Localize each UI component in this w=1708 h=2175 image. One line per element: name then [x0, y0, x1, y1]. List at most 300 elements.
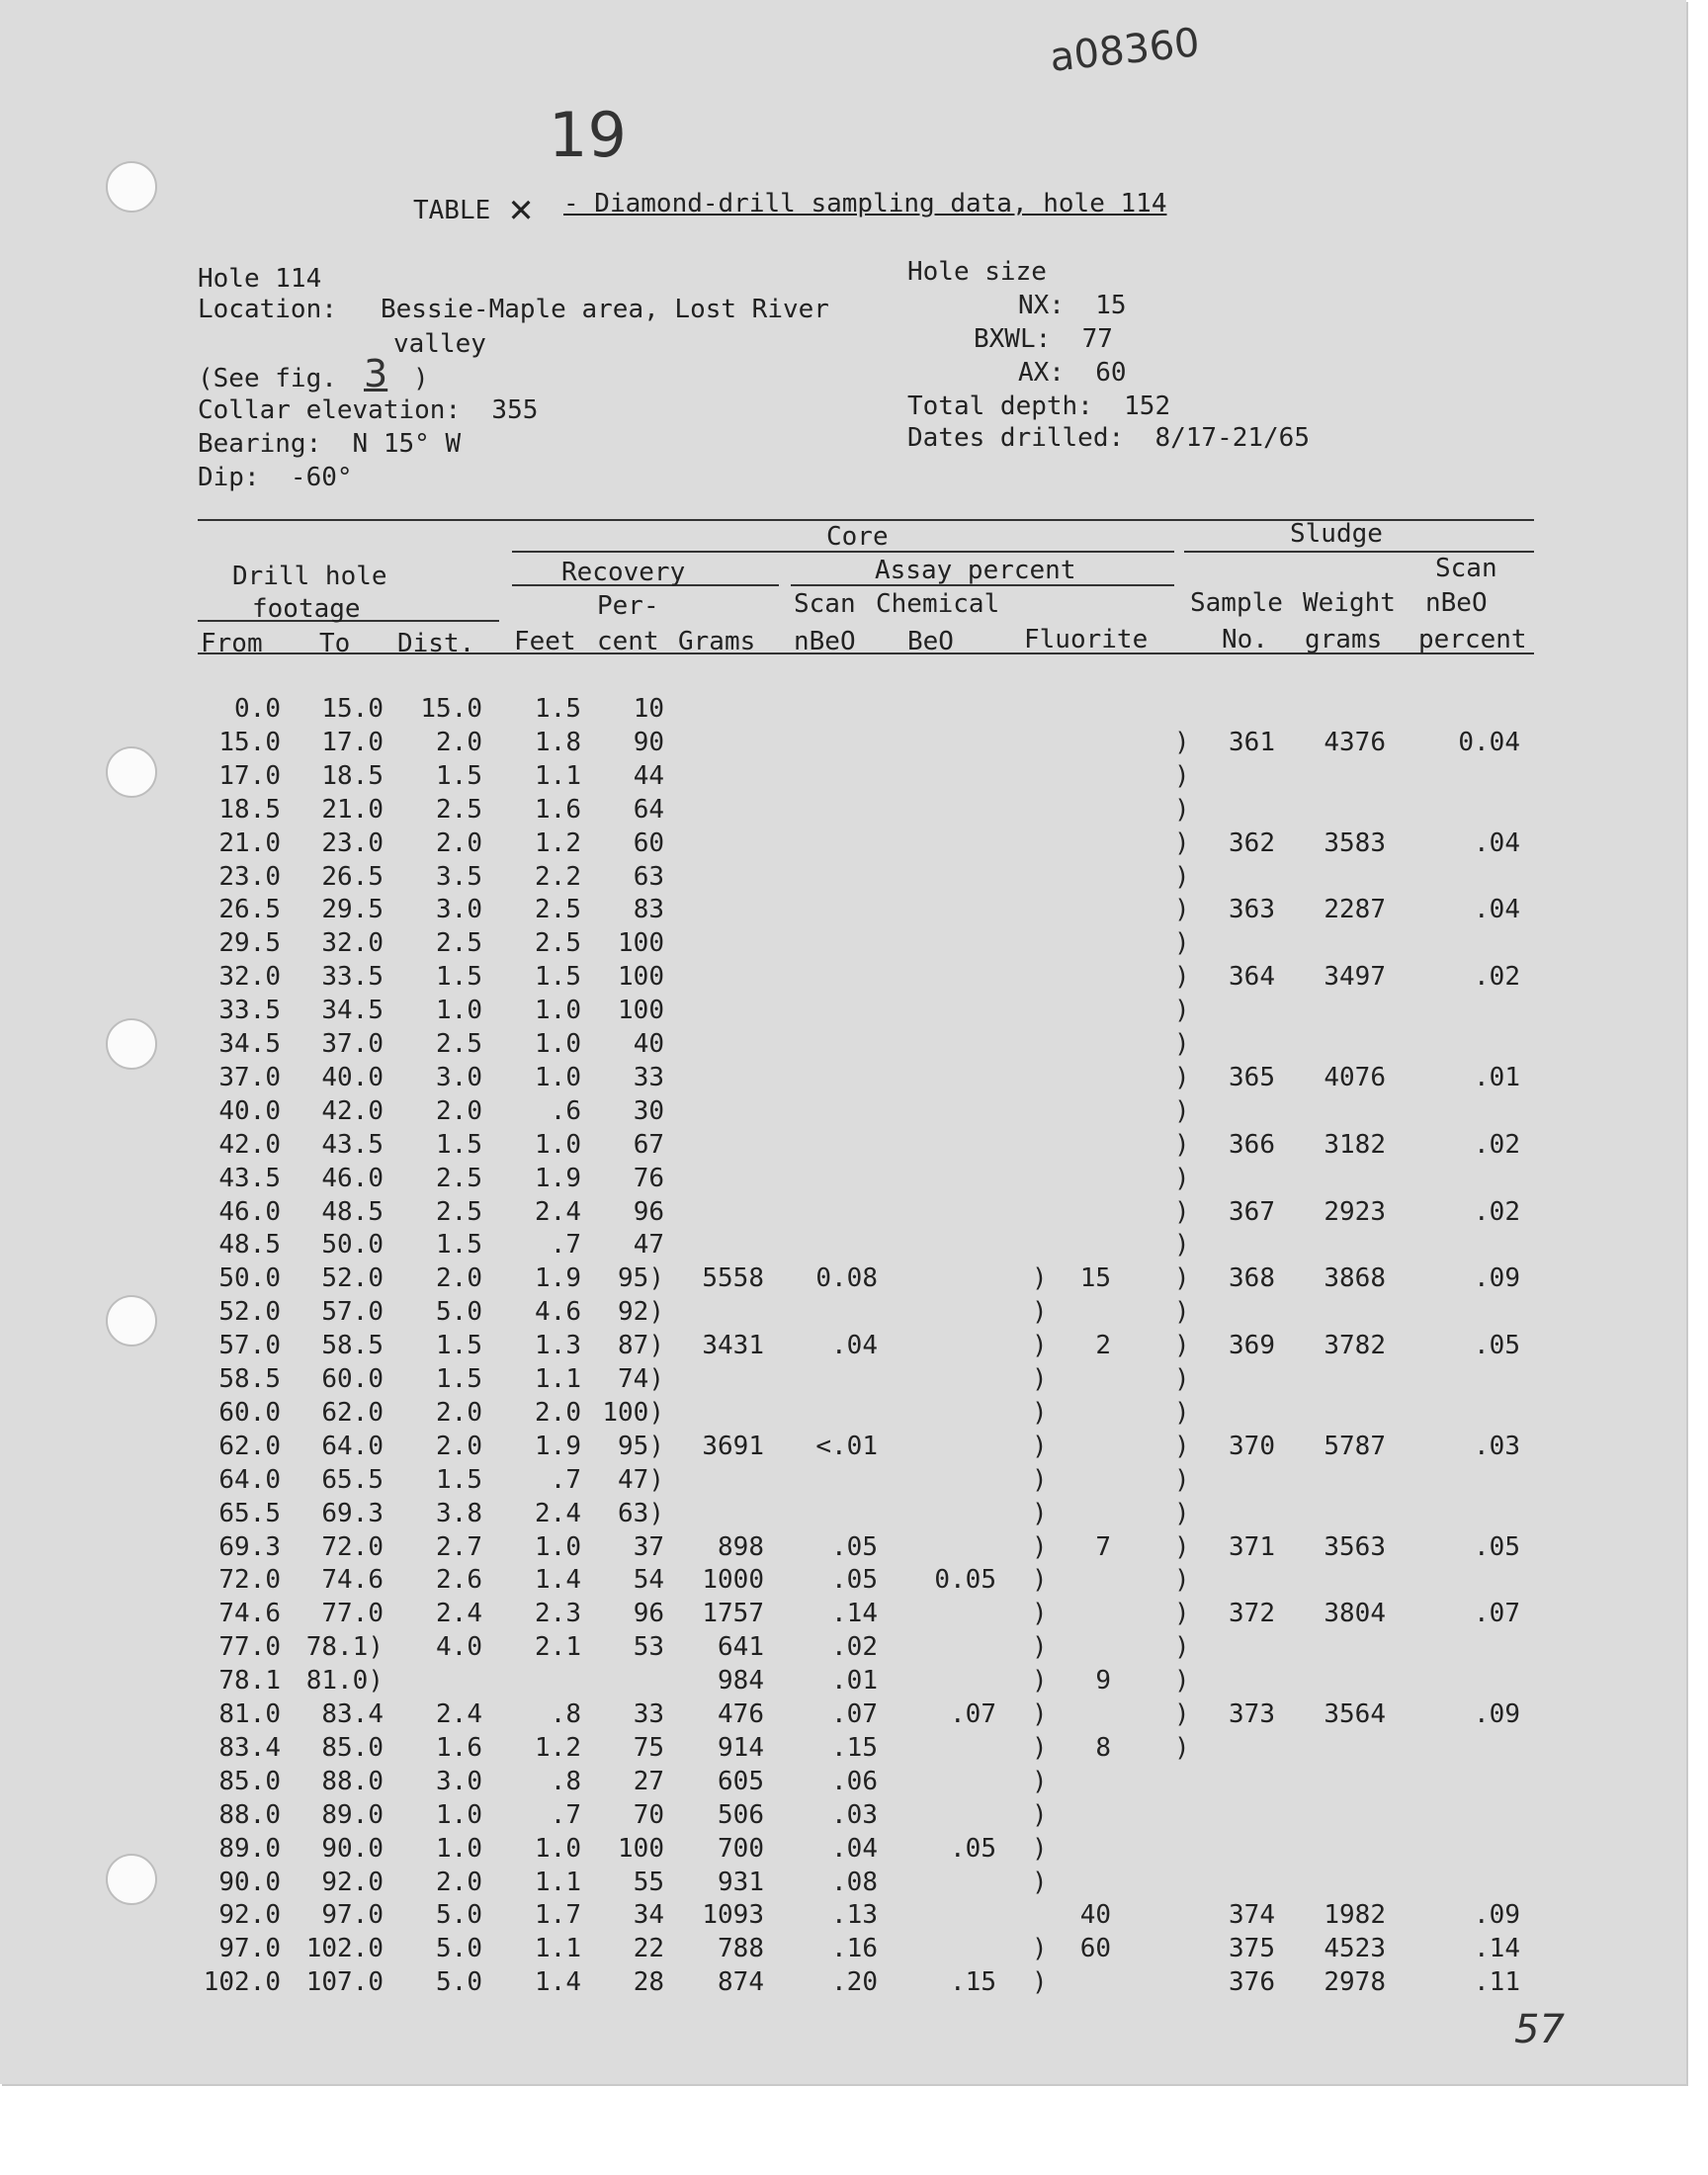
cell-to: 42.0	[321, 1095, 384, 1126]
cell-weight: 2287	[1324, 895, 1386, 925]
cell-to: 57.0	[321, 1297, 384, 1328]
sludge-group-bracket: )	[1174, 1531, 1190, 1562]
sludge-group-bracket: )	[1174, 1129, 1190, 1160]
sludge-group-bracket: )	[1174, 1599, 1190, 1629]
cell-fluor: 40	[1079, 1900, 1111, 1931]
cell-from: 46.0	[218, 1196, 281, 1227]
cell-from: 58.5	[218, 1364, 281, 1394]
header-footage: footage	[252, 594, 361, 624]
cell-from: 0.0	[234, 694, 281, 724]
cell-dist: 5.0	[436, 1934, 482, 1964]
cell-to: 69.3	[321, 1498, 384, 1528]
total-depth: Total depth: 152	[907, 392, 1171, 421]
cell-pct: 95)	[618, 1263, 664, 1294]
fluorite-group-bracket: )	[1032, 1699, 1048, 1729]
cell-feet: 1.7	[535, 1900, 581, 1931]
cell-grams: 3691	[702, 1431, 764, 1461]
cell-feet: .8	[550, 1699, 581, 1729]
cell-to: 40.0	[321, 1062, 384, 1092]
cell-snbeo: .14	[1474, 1934, 1520, 1964]
cell-snbeo: .03	[1474, 1431, 1520, 1461]
cell-dist: 4.0	[436, 1632, 482, 1663]
cell-pct: 100	[618, 962, 664, 993]
hole-size-bxwl: BXWL: 77	[974, 324, 1113, 354]
sludge-group-bracket: )	[1174, 794, 1190, 825]
cell-weight: 3182	[1324, 1129, 1386, 1160]
header-feet: Feet	[514, 627, 576, 656]
cell-feet: 1.5	[535, 962, 581, 993]
cell-from: 29.5	[218, 928, 281, 959]
cell-scan: .08	[831, 1867, 878, 1897]
cell-snbeo: .04	[1474, 895, 1520, 925]
cell-to: 34.5	[321, 996, 384, 1026]
cell-from: 64.0	[218, 1464, 281, 1495]
cell-scan: .20	[831, 1967, 878, 1998]
cell-pct: 63)	[618, 1498, 664, 1528]
cell-to: 90.0	[321, 1833, 384, 1864]
cell-grams: 931	[718, 1867, 764, 1897]
see-fig-prefix: (See fig.	[198, 364, 337, 393]
fluorite-group-bracket: )	[1032, 1833, 1048, 1864]
cell-weight: 2923	[1324, 1196, 1386, 1227]
cell-from: 74.6	[218, 1599, 281, 1629]
cell-weight: 3583	[1324, 827, 1386, 858]
sludge-group-bracket: )	[1174, 861, 1190, 892]
bearing: Bearing: N 15° W	[198, 429, 462, 459]
cell-feet: 1.1	[535, 760, 581, 791]
cell-pct: 96	[633, 1599, 664, 1629]
cell-snbeo: .02	[1474, 1129, 1520, 1160]
cell-pct: 92)	[618, 1297, 664, 1328]
cell-pct: 33	[633, 1062, 664, 1092]
cell-fluor: 60	[1079, 1934, 1111, 1964]
fluorite-group-bracket: )	[1032, 1263, 1048, 1294]
cell-snbeo: .09	[1474, 1900, 1520, 1931]
cell-from: 21.0	[218, 827, 281, 858]
cell-sample: 369	[1229, 1331, 1275, 1361]
cell-grams: 476	[718, 1699, 764, 1729]
cell-feet: 2.5	[535, 928, 581, 959]
cell-to: 72.0	[321, 1531, 384, 1562]
cell-pct: 47)	[618, 1464, 664, 1495]
cell-feet: 1.4	[535, 1565, 581, 1596]
cell-sample: 375	[1229, 1934, 1275, 1964]
header-fluorite: Fluorite	[1024, 625, 1149, 654]
cell-scan: .07	[831, 1699, 878, 1729]
cell-pct: 70	[633, 1799, 664, 1830]
sludge-group-bracket: )	[1174, 1029, 1190, 1059]
cell-from: 37.0	[218, 1062, 281, 1092]
cell-to: 48.5	[321, 1196, 384, 1227]
cell-grams: 1757	[702, 1599, 764, 1629]
cell-from: 26.5	[218, 895, 281, 925]
sludge-group-bracket: )	[1174, 996, 1190, 1026]
header-sludge-nbeo: nBeO	[1425, 588, 1488, 618]
sludge-group-bracket: )	[1174, 1263, 1190, 1294]
cell-to: 21.0	[321, 794, 384, 825]
cell-to: 64.0	[321, 1431, 384, 1461]
cell-feet: 4.6	[535, 1297, 581, 1328]
fluorite-group-bracket: )	[1032, 1397, 1048, 1428]
cell-snbeo: .02	[1474, 1196, 1520, 1227]
sludge-group-bracket: )	[1174, 1062, 1190, 1092]
hole-size-ax: AX: 60	[1018, 358, 1127, 388]
header-weight: Weight	[1303, 588, 1396, 618]
cell-pct: 44	[633, 760, 664, 791]
cell-feet: 1.5	[535, 694, 581, 724]
cell-fluor: 7	[1095, 1531, 1111, 1562]
cell-from: 97.0	[218, 1934, 281, 1964]
cell-to: 32.0	[321, 928, 384, 959]
cell-feet: 1.1	[535, 1867, 581, 1897]
cell-from: 57.0	[218, 1331, 281, 1361]
fluorite-group-bracket: )	[1032, 1531, 1048, 1562]
cell-feet: .6	[550, 1095, 581, 1126]
cell-from: 72.0	[218, 1565, 281, 1596]
cell-dist: 2.7	[436, 1531, 482, 1562]
cell-chem: 0.05	[934, 1565, 996, 1596]
cell-pct: 100)	[602, 1397, 664, 1428]
header-drill-hole: Drill hole	[232, 562, 387, 591]
cell-dist: 2.4	[436, 1599, 482, 1629]
cell-sample: 370	[1229, 1431, 1275, 1461]
cell-to: 29.5	[321, 895, 384, 925]
header-sample: Sample	[1190, 588, 1283, 618]
cell-from: 102.0	[203, 1967, 281, 1998]
cell-grams: 1000	[702, 1565, 764, 1596]
fluorite-group-bracket: )	[1032, 1766, 1048, 1796]
sludge-group-bracket: )	[1174, 1632, 1190, 1663]
table-title: - Diamond-drill sampling data, hole 114	[563, 189, 1167, 218]
header-beo: BeO	[907, 627, 954, 656]
cell-to: 81.0)	[305, 1666, 384, 1696]
cell-snbeo: 0.04	[1458, 727, 1520, 757]
cell-from: 89.0	[218, 1833, 281, 1864]
cell-fluor: 15	[1079, 1263, 1111, 1294]
cell-dist: 1.5	[436, 1464, 482, 1495]
cell-sample: 362	[1229, 827, 1275, 858]
cell-grams: 874	[718, 1967, 764, 1998]
cell-dist: 2.6	[436, 1565, 482, 1596]
cell-feet: 1.0	[535, 1531, 581, 1562]
cell-feet: 1.6	[535, 794, 581, 825]
cell-pct: 37	[633, 1531, 664, 1562]
cell-pct: 74)	[618, 1364, 664, 1394]
cell-sample: 364	[1229, 962, 1275, 993]
fluorite-group-bracket: )	[1032, 1331, 1048, 1361]
cell-dist: 2.0	[436, 1263, 482, 1294]
cell-feet: 1.9	[535, 1163, 581, 1193]
fluorite-group-bracket: )	[1032, 1666, 1048, 1696]
cell-sample: 371	[1229, 1531, 1275, 1562]
fluorite-group-bracket: )	[1032, 1967, 1048, 1998]
cell-feet: 2.1	[535, 1632, 581, 1663]
cell-feet: 1.0	[535, 1029, 581, 1059]
cell-grams: 914	[718, 1732, 764, 1763]
header-sludge-scan: Scan	[1435, 554, 1497, 583]
hole-size-nx: NX: 15	[1018, 291, 1127, 320]
cell-from: 48.5	[218, 1230, 281, 1261]
cell-weight: 2978	[1324, 1967, 1386, 1998]
cell-chem: .15	[950, 1967, 996, 1998]
cell-dist: 1.5	[436, 760, 482, 791]
header-scan: Scan	[794, 589, 856, 619]
sludge-group-bracket: )	[1174, 1666, 1190, 1696]
cell-weight: 3497	[1324, 962, 1386, 993]
cell-grams: 788	[718, 1934, 764, 1964]
cell-feet: 1.0	[535, 996, 581, 1026]
cell-feet: .7	[550, 1464, 581, 1495]
cell-feet: 1.1	[535, 1934, 581, 1964]
header-cent: cent	[597, 627, 659, 656]
sludge-group-bracket: )	[1174, 1331, 1190, 1361]
cell-from: 60.0	[218, 1397, 281, 1428]
fluorite-group-bracket: )	[1032, 1599, 1048, 1629]
cell-from: 69.3	[218, 1531, 281, 1562]
cell-from: 32.0	[218, 962, 281, 993]
cell-scan: .04	[831, 1833, 878, 1864]
cell-from: 17.0	[218, 760, 281, 791]
cell-to: 65.5	[321, 1464, 384, 1495]
table-label: TABLE	[413, 196, 491, 225]
document-number: a08360	[1048, 20, 1202, 81]
cell-snbeo: .05	[1474, 1331, 1520, 1361]
cell-pct: 100	[618, 1833, 664, 1864]
sludge-rule	[1184, 551, 1534, 553]
cell-feet: 1.9	[535, 1431, 581, 1461]
fluorite-group-bracket: )	[1032, 1799, 1048, 1830]
cell-pct: 87)	[618, 1331, 664, 1361]
see-fig-number: 3	[364, 352, 388, 395]
cell-weight: 3563	[1324, 1531, 1386, 1562]
location-label: Location:	[198, 295, 337, 324]
header-per: Per-	[597, 591, 659, 621]
cell-grams: 700	[718, 1833, 764, 1864]
cell-pct: 27	[633, 1766, 664, 1796]
cell-pct: 47	[633, 1230, 664, 1261]
cell-to: 83.4	[321, 1699, 384, 1729]
cell-pct: 67	[633, 1129, 664, 1160]
cell-feet: 1.9	[535, 1263, 581, 1294]
cell-feet: .7	[550, 1230, 581, 1261]
sludge-group-bracket: )	[1174, 1297, 1190, 1328]
cell-sample: 376	[1229, 1967, 1275, 1998]
header-chemical: Chemical	[876, 589, 1000, 619]
cell-chem: .05	[950, 1833, 996, 1864]
punch-hole	[106, 1018, 157, 1070]
sludge-group-bracket: )	[1174, 1464, 1190, 1495]
cell-dist: 2.0	[436, 1431, 482, 1461]
cell-feet: 1.0	[535, 1062, 581, 1092]
cell-to: 33.5	[321, 962, 384, 993]
cell-grams: 1093	[702, 1900, 764, 1931]
cell-dist: 1.6	[436, 1732, 482, 1763]
cell-to: 88.0	[321, 1766, 384, 1796]
sludge-group-bracket: )	[1174, 962, 1190, 993]
cell-from: 42.0	[218, 1129, 281, 1160]
cell-sample: 372	[1229, 1599, 1275, 1629]
header-to: To	[319, 629, 351, 658]
cell-snbeo: .09	[1474, 1263, 1520, 1294]
cell-dist: 1.5	[436, 962, 482, 993]
cell-snbeo: .07	[1474, 1599, 1520, 1629]
cell-dist: 2.0	[436, 1397, 482, 1428]
cell-feet: 1.8	[535, 727, 581, 757]
cell-dist: 1.0	[436, 1833, 482, 1864]
cell-dist: 2.5	[436, 1163, 482, 1193]
cell-chem: .07	[950, 1699, 996, 1729]
cell-feet: .8	[550, 1766, 581, 1796]
cell-pct: 55	[633, 1867, 664, 1897]
cell-dist: 5.0	[436, 1297, 482, 1328]
sludge-group-bracket: )	[1174, 760, 1190, 791]
cell-to: 37.0	[321, 1029, 384, 1059]
cell-dist: 1.5	[436, 1230, 482, 1261]
cell-weight: 5787	[1324, 1431, 1386, 1461]
cell-dist: 15.0	[420, 694, 482, 724]
cell-scan: .04	[831, 1331, 878, 1361]
sludge-group-bracket: )	[1174, 1397, 1190, 1428]
cell-pct: 64	[633, 794, 664, 825]
cell-dist: 2.4	[436, 1699, 482, 1729]
cell-fluor: 9	[1095, 1666, 1111, 1696]
cell-feet: 2.4	[535, 1498, 581, 1528]
cell-grams: 5558	[702, 1263, 764, 1294]
cell-weight: 4376	[1324, 727, 1386, 757]
cell-feet: 2.3	[535, 1599, 581, 1629]
cell-feet: .7	[550, 1799, 581, 1830]
struck-table-number: ✕	[509, 186, 534, 231]
cell-from: 65.5	[218, 1498, 281, 1528]
cell-from: 52.0	[218, 1297, 281, 1328]
cell-scan: .01	[831, 1666, 878, 1696]
cell-scan: <.01	[815, 1431, 878, 1461]
sludge-group-bracket: )	[1174, 1196, 1190, 1227]
cell-from: 90.0	[218, 1867, 281, 1897]
cell-from: 50.0	[218, 1263, 281, 1294]
cell-dist: 2.0	[436, 1867, 482, 1897]
cell-scan: .05	[831, 1565, 878, 1596]
header-dist: Dist.	[397, 629, 475, 658]
cell-weight: 3782	[1324, 1331, 1386, 1361]
cell-feet: 2.2	[535, 861, 581, 892]
cell-scan: .13	[831, 1900, 878, 1931]
cell-to: 60.0	[321, 1364, 384, 1394]
cell-sample: 366	[1229, 1129, 1275, 1160]
cell-grams: 984	[718, 1666, 764, 1696]
cell-pct: 83	[633, 895, 664, 925]
cell-scan: 0.08	[815, 1263, 878, 1294]
sludge-group-bracket: )	[1174, 1364, 1190, 1394]
cell-pct: 63	[633, 861, 664, 892]
cell-pct: 30	[633, 1095, 664, 1126]
sludge-group-bracket: )	[1174, 827, 1190, 858]
cell-feet: 1.2	[535, 1732, 581, 1763]
cell-to: 15.0	[321, 694, 384, 724]
cell-from: 81.0	[218, 1699, 281, 1729]
cell-to: 26.5	[321, 861, 384, 892]
cell-to: 58.5	[321, 1331, 384, 1361]
cell-snbeo: .05	[1474, 1531, 1520, 1562]
cell-from: 34.5	[218, 1029, 281, 1059]
cell-sample: 374	[1229, 1900, 1275, 1931]
cell-grams: 506	[718, 1799, 764, 1830]
cell-grams: 605	[718, 1766, 764, 1796]
cell-grams: 3431	[702, 1331, 764, 1361]
cell-snbeo: .02	[1474, 962, 1520, 993]
cell-pct: 95)	[618, 1431, 664, 1461]
cell-grams: 898	[718, 1531, 764, 1562]
cell-to: 92.0	[321, 1867, 384, 1897]
cell-dist: 3.0	[436, 1062, 482, 1092]
cell-to: 43.5	[321, 1129, 384, 1160]
fluorite-group-bracket: )	[1032, 1431, 1048, 1461]
sludge-group-bracket: )	[1174, 1565, 1190, 1596]
cell-weight: 4523	[1324, 1934, 1386, 1964]
sludge-group-bracket: )	[1174, 1498, 1190, 1528]
cell-pct: 54	[633, 1565, 664, 1596]
cell-grams: 641	[718, 1632, 764, 1663]
cell-to: 107.0	[305, 1967, 384, 1998]
cell-to: 62.0	[321, 1397, 384, 1428]
cell-to: 52.0	[321, 1263, 384, 1294]
cell-pct: 53	[633, 1632, 664, 1663]
cell-weight: 1982	[1324, 1900, 1386, 1931]
cell-sample: 365	[1229, 1062, 1275, 1092]
cell-dist: 3.0	[436, 895, 482, 925]
cell-snbeo: .11	[1474, 1967, 1520, 1998]
dip: Dip: -60°	[198, 463, 353, 492]
cell-scan: .16	[831, 1934, 878, 1964]
cell-sample: 368	[1229, 1263, 1275, 1294]
cell-feet: 1.4	[535, 1967, 581, 1998]
collar-elevation: Collar elevation: 355	[198, 395, 539, 425]
cell-to: 46.0	[321, 1163, 384, 1193]
cell-from: 85.0	[218, 1766, 281, 1796]
cell-weight: 4076	[1324, 1062, 1386, 1092]
cell-from: 77.0	[218, 1632, 281, 1663]
cell-pct: 28	[633, 1967, 664, 1998]
cell-scan: .02	[831, 1632, 878, 1663]
cell-sample: 363	[1229, 895, 1275, 925]
dates-drilled: Dates drilled: 8/17-21/65	[907, 423, 1310, 453]
sludge-group-bracket: )	[1174, 895, 1190, 925]
cell-from: 33.5	[218, 996, 281, 1026]
cell-to: 89.0	[321, 1799, 384, 1830]
cell-dist: 2.5	[436, 928, 482, 959]
fluorite-group-bracket: )	[1032, 1297, 1048, 1328]
cell-from: 43.5	[218, 1163, 281, 1193]
cell-dist: 2.5	[436, 1029, 482, 1059]
cell-dist: 1.5	[436, 1129, 482, 1160]
header-sludge: Sludge	[1290, 519, 1383, 549]
cell-sample: 373	[1229, 1699, 1275, 1729]
cell-scan: .06	[831, 1766, 878, 1796]
fluorite-group-bracket: )	[1032, 1498, 1048, 1528]
cell-feet: 2.4	[535, 1196, 581, 1227]
see-fig-suffix: )	[413, 364, 429, 393]
cell-weight: 3868	[1324, 1263, 1386, 1294]
cell-snbeo: .01	[1474, 1062, 1520, 1092]
fluorite-group-bracket: )	[1032, 1867, 1048, 1897]
cell-to: 23.0	[321, 827, 384, 858]
handwritten-table-number: 19	[549, 99, 627, 171]
hole-label: Hole 114	[198, 264, 322, 294]
cell-to: 50.0	[321, 1230, 384, 1261]
header-scan-nbeo: nBeO	[794, 627, 856, 656]
fluorite-group-bracket: )	[1032, 1464, 1048, 1495]
cell-pct: 10	[633, 694, 664, 724]
